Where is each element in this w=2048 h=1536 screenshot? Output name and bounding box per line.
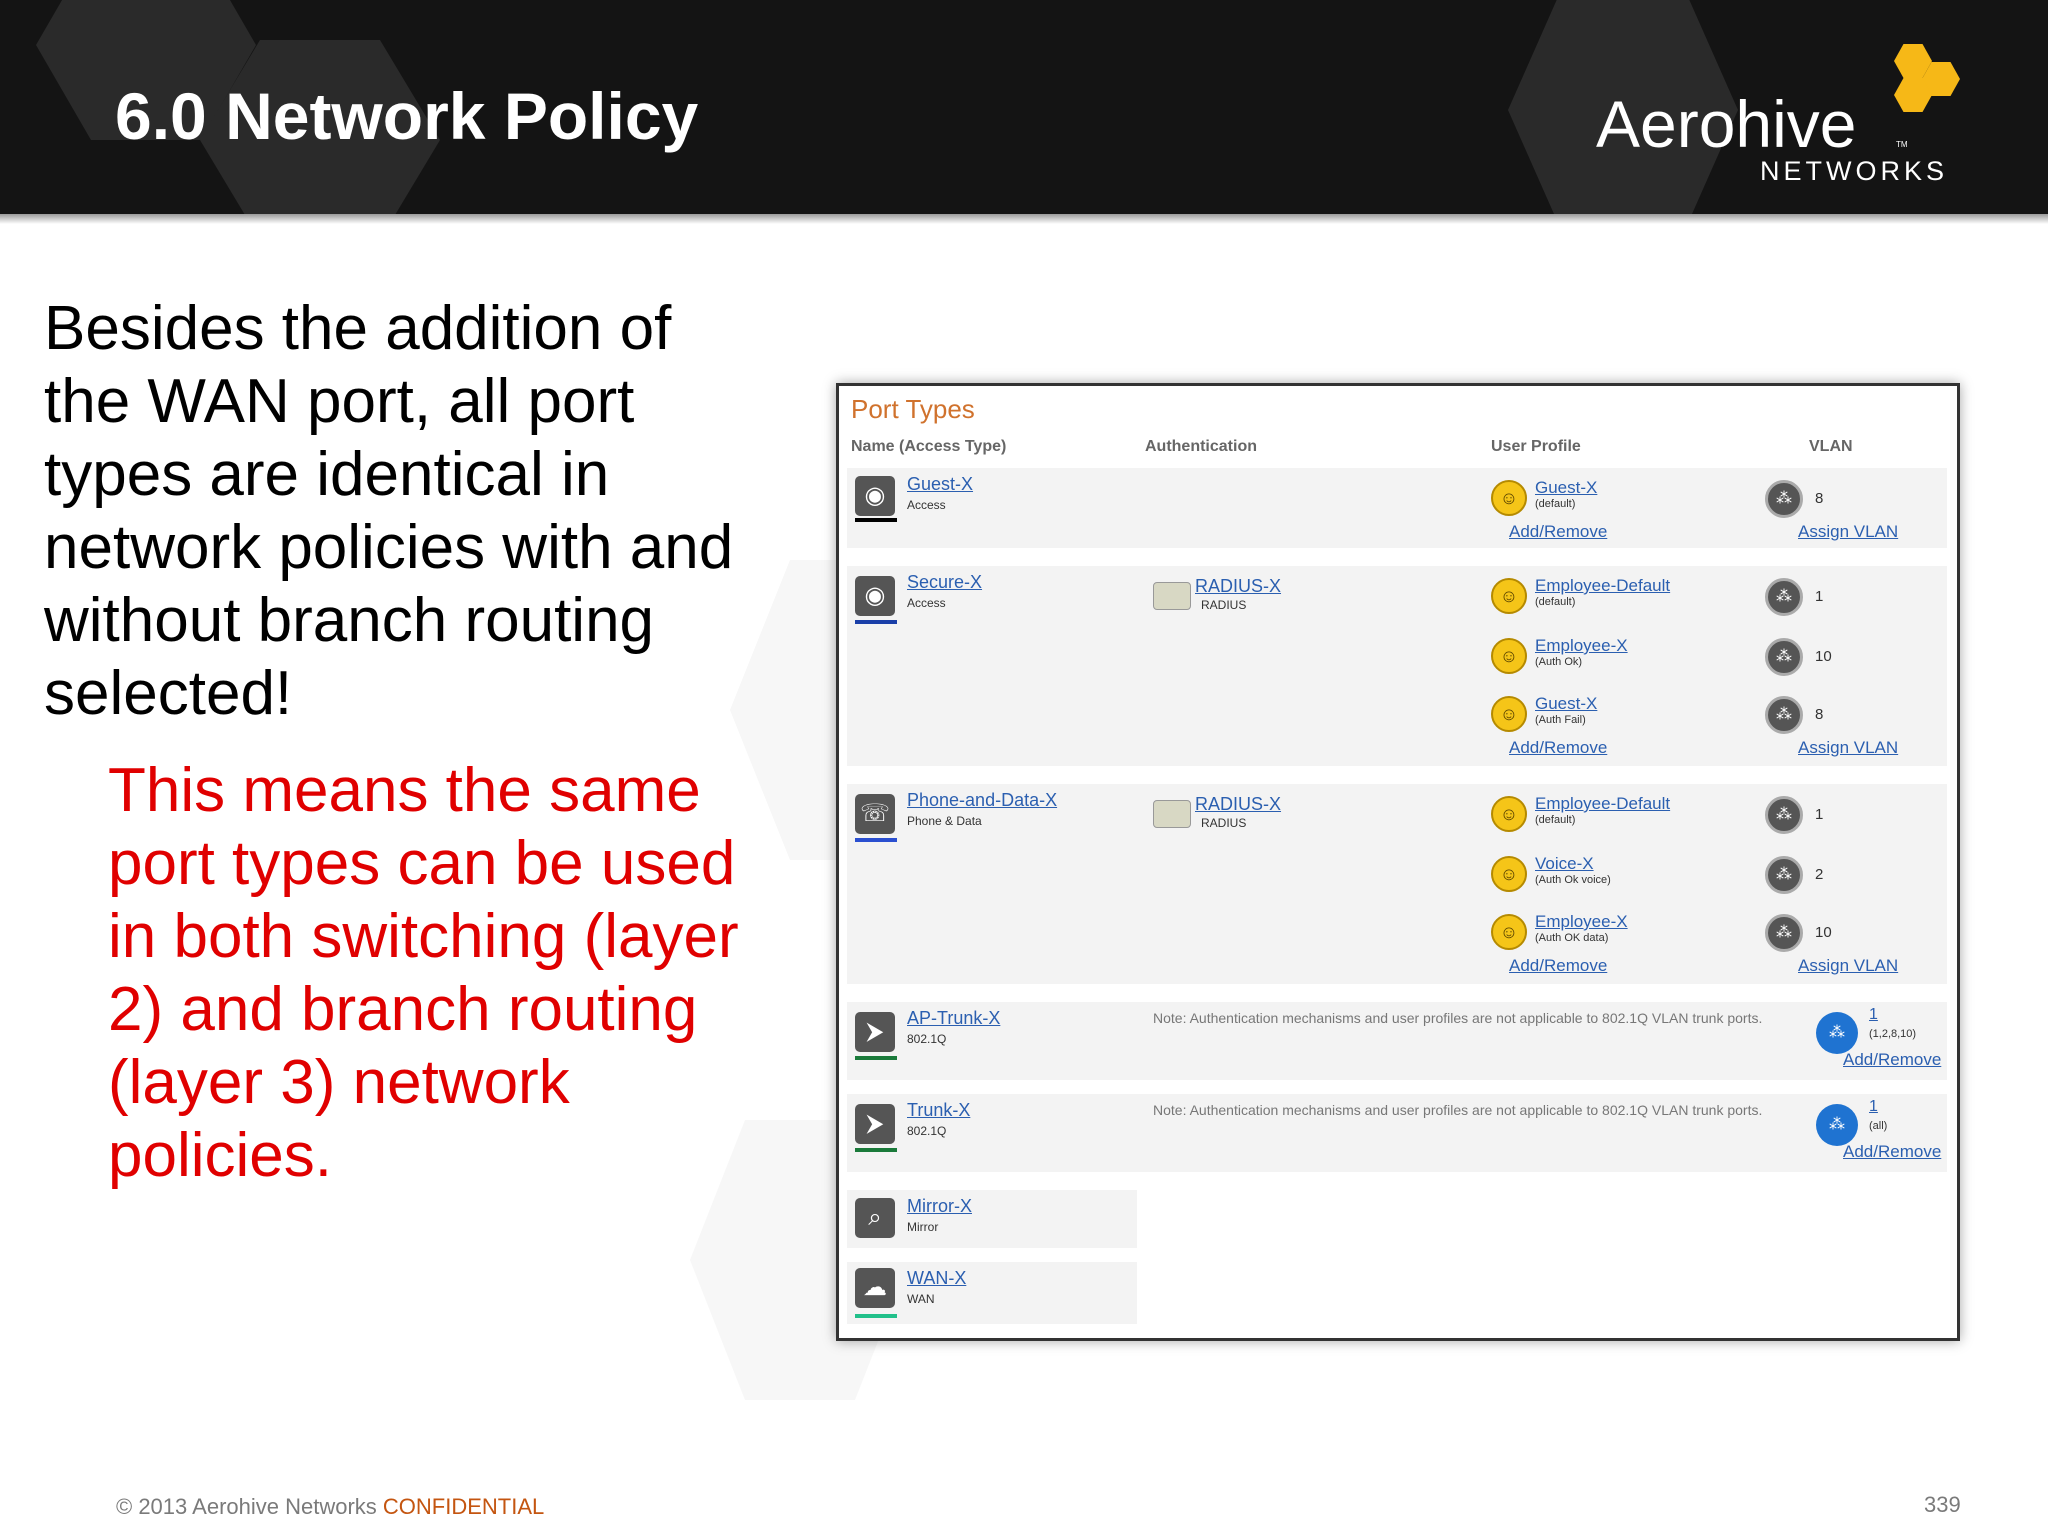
column-header-vlan: VLAN bbox=[1809, 438, 1853, 455]
user-profile-icon: ☺ bbox=[1491, 638, 1527, 674]
vlan-value: 8 bbox=[1815, 706, 1824, 723]
port-type-row bbox=[847, 566, 1947, 766]
copyright-text: © 2013 Aerohive Networks bbox=[116, 1494, 377, 1519]
port-type-link[interactable]: Secure-X bbox=[907, 572, 983, 592]
main-bullet-text: Besides the addition of the WAN port, all port types are identical in network policies with and without branch routing selected! bbox=[44, 294, 734, 728]
trunk-vlan-list: (all) bbox=[1869, 1120, 1888, 1132]
user-profile-tag: (default) bbox=[1535, 814, 1576, 826]
port-access-type: WAN bbox=[907, 1292, 935, 1306]
vlan-value: 2 bbox=[1815, 866, 1824, 883]
panel-title: Port Types bbox=[851, 394, 975, 424]
port-color-bar bbox=[855, 518, 897, 522]
trunk-vlan-icon: ⁂ bbox=[1816, 1104, 1858, 1146]
vlan-value: 10 bbox=[1815, 924, 1832, 941]
user-profile-tag: (default) bbox=[1535, 498, 1576, 510]
access-port-icon: ◉ bbox=[855, 576, 895, 616]
trunk-vlan-list: (1,2,8,10) bbox=[1869, 1028, 1917, 1040]
add-remove-link[interactable]: Add/Remove bbox=[1509, 522, 1608, 541]
footer-copyright bbox=[116, 1494, 544, 1520]
vlan-value: 1 bbox=[1815, 588, 1824, 605]
authentication-link[interactable]: RADIUS-X bbox=[1195, 794, 1282, 814]
add-remove-link[interactable]: Add/Remove bbox=[1509, 956, 1608, 975]
vlan-icon: ⁂ bbox=[1765, 796, 1803, 834]
add-remove-link[interactable]: Add/Remove bbox=[1509, 738, 1608, 757]
trunk-note: Note: Authentication mechanisms and user profiles are not applicable to 802.1Q VLAN trunk ports. bbox=[1153, 1102, 1763, 1118]
port-type-row bbox=[847, 1094, 1947, 1172]
logo-trademark: TM bbox=[1896, 140, 1908, 149]
user-profile-link[interactable]: Voice-X bbox=[1535, 854, 1594, 873]
user-profile-tag: (default) bbox=[1535, 596, 1576, 608]
port-type-row bbox=[847, 1190, 1137, 1248]
vlan-icon: ⁂ bbox=[1765, 480, 1803, 518]
port-access-type: Mirror bbox=[907, 1220, 939, 1234]
slide-header bbox=[0, 0, 2048, 214]
logo-name: Aerohive bbox=[1596, 87, 1857, 161]
port-access-type: Access bbox=[907, 596, 946, 610]
user-profile-icon: ☺ bbox=[1491, 480, 1527, 516]
user-profile-link[interactable]: Guest-X bbox=[1535, 694, 1598, 713]
user-profile-tag: (Auth OK data) bbox=[1535, 932, 1609, 944]
user-profile-icon: ☺ bbox=[1491, 578, 1527, 614]
user-profile-tag: (Auth Ok) bbox=[1535, 656, 1583, 668]
user-profile-link[interactable]: Employee-Default bbox=[1535, 794, 1671, 813]
port-color-bar bbox=[855, 838, 897, 842]
port-color-bar bbox=[855, 1056, 897, 1060]
port-color-bar bbox=[855, 1148, 897, 1152]
trunk-port-icon: ⮞ bbox=[855, 1012, 895, 1052]
vlan-icon: ⁂ bbox=[1765, 578, 1803, 616]
port-type-link[interactable]: WAN-X bbox=[907, 1268, 967, 1288]
assign-vlan-link[interactable]: Assign VLAN bbox=[1798, 522, 1899, 541]
user-profile-icon: ☺ bbox=[1491, 696, 1527, 732]
authentication-type: RADIUS bbox=[1201, 598, 1247, 612]
vlan-icon: ⁂ bbox=[1765, 696, 1803, 734]
header-shadow bbox=[0, 214, 2048, 224]
trunk-vlan-icon: ⁂ bbox=[1816, 1012, 1858, 1054]
vlan-icon: ⁂ bbox=[1765, 638, 1803, 676]
vlan-value: 8 bbox=[1815, 490, 1824, 507]
vlan-value: 1 bbox=[1815, 806, 1824, 823]
user-profile-link[interactable]: Guest-X bbox=[1535, 478, 1598, 497]
port-types-panel bbox=[836, 383, 1960, 1341]
port-type-link[interactable]: Mirror-X bbox=[907, 1196, 972, 1216]
port-access-type: 802.1Q bbox=[907, 1124, 947, 1138]
port-type-link[interactable]: Phone-and-Data-X bbox=[907, 790, 1058, 810]
port-type-row bbox=[847, 468, 1947, 548]
radius-server-icon bbox=[1153, 582, 1191, 610]
sub-bullet-text: This means the same port types can be used in both switching (layer 2) and branch routing (layer 3) network policies. bbox=[108, 756, 739, 1190]
page-number: 339 bbox=[1924, 1492, 1961, 1517]
port-type-row bbox=[847, 1002, 1947, 1080]
wan-port-icon: ☁ bbox=[855, 1268, 895, 1308]
port-access-type: Access bbox=[907, 498, 946, 512]
user-profile-link[interactable]: Employee-Default bbox=[1535, 576, 1671, 595]
column-header-name: Name (Access Type) bbox=[851, 438, 1007, 455]
port-type-link[interactable]: AP-Trunk-X bbox=[907, 1008, 1001, 1028]
port-color-bar bbox=[855, 1314, 897, 1318]
trunk-port-icon: ⮞ bbox=[855, 1104, 895, 1144]
trunk-vlan-link[interactable]: 1 bbox=[1869, 1006, 1878, 1023]
confidential-label: CONFIDENTIAL bbox=[382, 1494, 545, 1519]
slide-title: 6.0 Network Policy bbox=[115, 79, 699, 153]
port-type-link[interactable]: Guest-X bbox=[907, 474, 974, 494]
add-remove-link[interactable]: Add/Remove bbox=[1843, 1142, 1942, 1161]
add-remove-link[interactable]: Add/Remove bbox=[1843, 1050, 1942, 1069]
vlan-icon: ⁂ bbox=[1765, 856, 1803, 894]
trunk-note: Note: Authentication mechanisms and user profiles are not applicable to 802.1Q VLAN trunk ports. bbox=[1153, 1010, 1763, 1026]
port-type-row bbox=[847, 784, 1947, 984]
phone-port-icon: ☏ bbox=[855, 794, 895, 834]
trunk-vlan-link[interactable]: 1 bbox=[1869, 1098, 1878, 1115]
user-profile-icon: ☺ bbox=[1491, 796, 1527, 832]
vlan-icon: ⁂ bbox=[1765, 914, 1803, 952]
port-type-row bbox=[847, 1262, 1137, 1324]
logo-subtitle: NETWORKS bbox=[1760, 156, 1949, 186]
port-type-link[interactable]: Trunk-X bbox=[907, 1100, 971, 1120]
user-profile-tag: (Auth Ok voice) bbox=[1535, 874, 1611, 886]
user-profile-tag: (Auth Fail) bbox=[1535, 714, 1586, 726]
vlan-value: 10 bbox=[1815, 648, 1832, 665]
user-profile-icon: ☺ bbox=[1491, 914, 1527, 950]
port-access-type: Phone & Data bbox=[907, 814, 982, 828]
user-profile-icon: ☺ bbox=[1491, 856, 1527, 892]
access-port-icon: ◉ bbox=[855, 476, 895, 516]
assign-vlan-link[interactable]: Assign VLAN bbox=[1798, 738, 1899, 757]
port-access-type: 802.1Q bbox=[907, 1032, 947, 1046]
radius-server-icon bbox=[1153, 800, 1191, 828]
authentication-link[interactable]: RADIUS-X bbox=[1195, 576, 1282, 596]
column-header-authentication: Authentication bbox=[1145, 438, 1257, 455]
user-profile-link[interactable]: Employee-X bbox=[1535, 636, 1628, 655]
port-color-bar bbox=[855, 620, 897, 624]
authentication-type: RADIUS bbox=[1201, 816, 1247, 830]
mirror-port-icon: ⌕ bbox=[855, 1198, 895, 1238]
user-profile-link[interactable]: Employee-X bbox=[1535, 912, 1628, 931]
assign-vlan-link[interactable]: Assign VLAN bbox=[1798, 956, 1899, 975]
column-header-user-profile: User Profile bbox=[1491, 438, 1581, 455]
